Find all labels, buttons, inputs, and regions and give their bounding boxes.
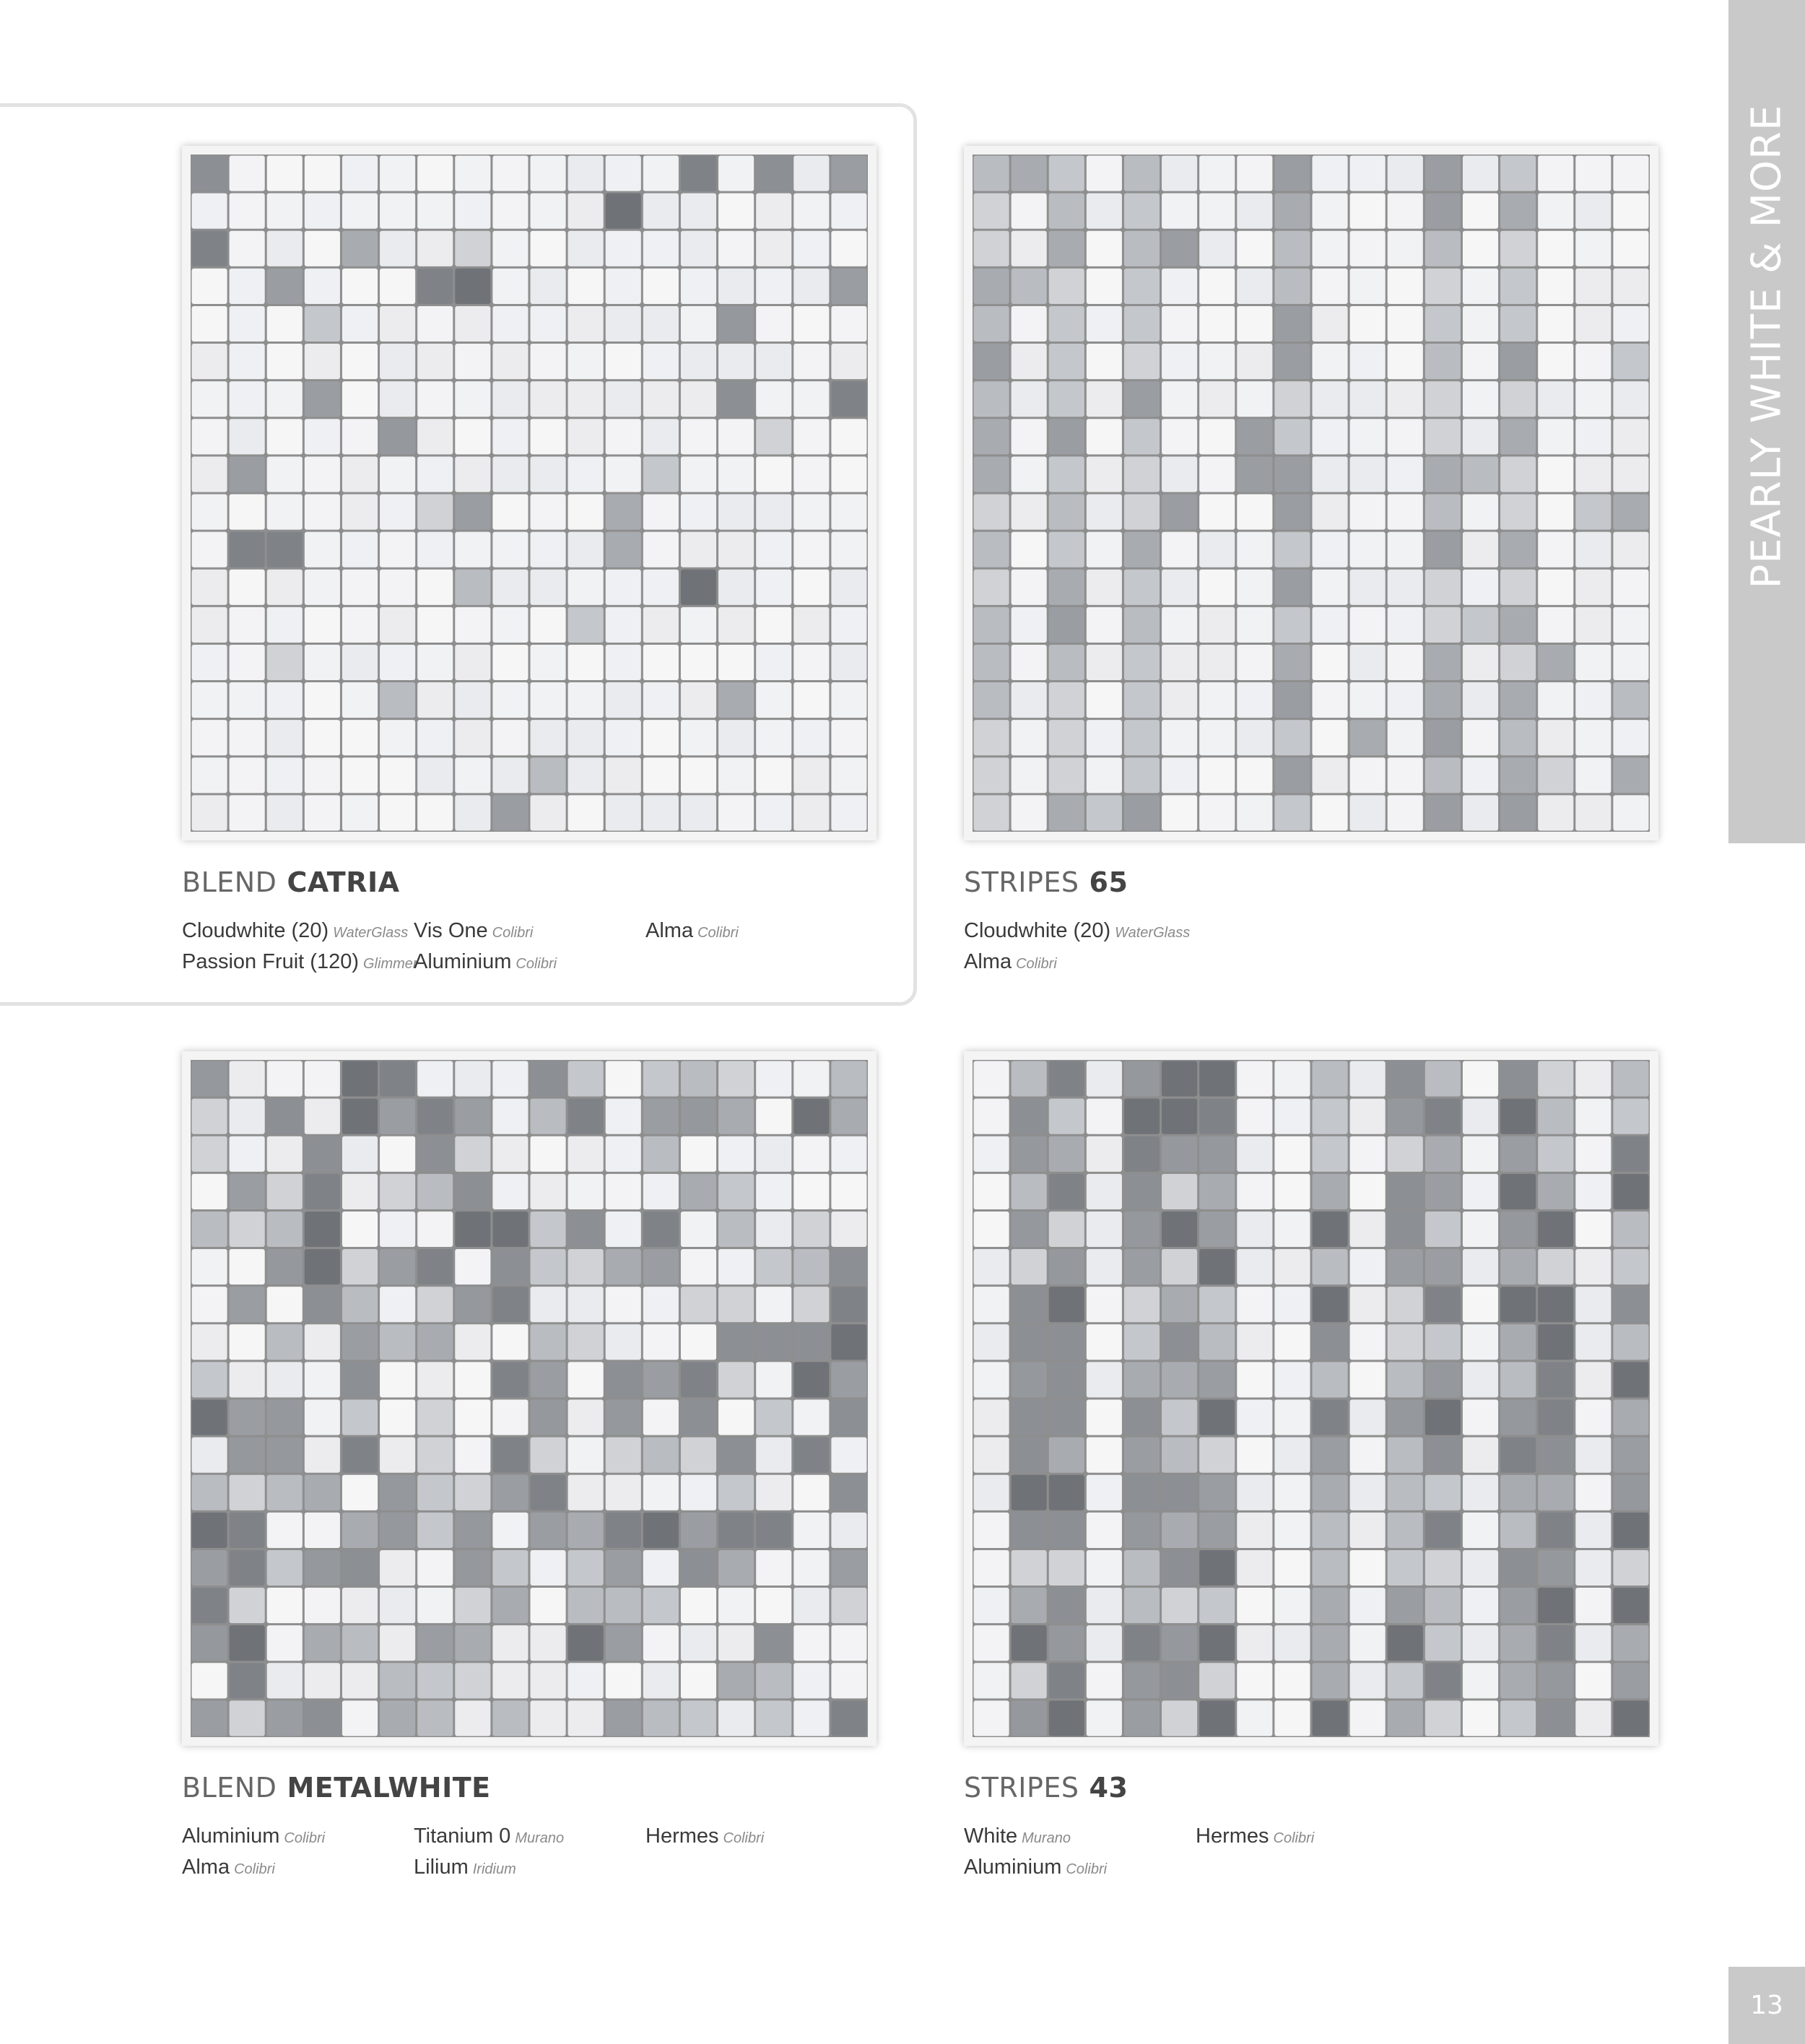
product-type: BLEND xyxy=(182,1772,277,1804)
spec-line: Colibri xyxy=(1273,1830,1315,1846)
spec-item xyxy=(414,1825,564,1848)
spec-color: Cloudwhite (20) xyxy=(182,919,329,942)
spec-color: Alma xyxy=(645,919,694,942)
mosaic-image xyxy=(973,1060,1650,1737)
spec-item xyxy=(645,919,739,943)
product-name: CATRIA xyxy=(287,866,400,898)
spec-color: Aluminium xyxy=(964,1856,1062,1879)
mosaic-image xyxy=(191,1060,868,1737)
spec-item xyxy=(964,1825,1071,1848)
spec-item xyxy=(964,1856,1107,1879)
mosaic-swatch-blend-metalwhite xyxy=(182,1051,877,1746)
spec-item xyxy=(1196,1825,1314,1848)
spec-color: Titanium 0 xyxy=(414,1825,511,1848)
spec-line: Iridium xyxy=(472,1861,516,1877)
spec-line: Colibri xyxy=(697,925,739,941)
mosaic-swatch-stripes-65 xyxy=(964,146,1658,840)
page-number: 13 xyxy=(1728,1967,1805,2044)
spec-color: Hermes xyxy=(1196,1825,1269,1848)
spec-item xyxy=(182,1856,275,1879)
spec-line: Murano xyxy=(515,1830,565,1846)
spec-item xyxy=(414,919,533,943)
product-type: STRIPES xyxy=(964,1772,1079,1804)
product-type: STRIPES xyxy=(964,866,1079,898)
spec-line: Colibri xyxy=(284,1830,326,1846)
mosaic-image xyxy=(191,155,868,832)
spec-item xyxy=(182,950,418,974)
spec-item xyxy=(182,1825,325,1848)
spec-color: Vis One xyxy=(414,919,488,942)
section-side-tab xyxy=(1728,0,1805,843)
spec-line: Glimmer xyxy=(363,956,418,972)
product-title xyxy=(182,1772,491,1804)
spec-item xyxy=(414,950,557,974)
spec-line: Colibri xyxy=(723,1830,765,1846)
spec-color: Cloudwhite (20) xyxy=(964,919,1111,942)
spec-color: Lilium xyxy=(414,1856,469,1879)
product-name: 43 xyxy=(1089,1772,1128,1804)
spec-line: Colibri xyxy=(516,956,557,972)
product-name: METALWHITE xyxy=(287,1772,491,1804)
mosaic-image xyxy=(973,155,1650,832)
spec-color: Alma xyxy=(964,950,1012,973)
spec-line: Colibri xyxy=(1066,1861,1108,1877)
product-title xyxy=(964,866,1128,898)
product-title xyxy=(964,1772,1128,1804)
spec-line: Colibri xyxy=(492,925,534,941)
spec-color: White xyxy=(964,1825,1018,1848)
spec-item xyxy=(645,1825,764,1848)
mosaic-swatch-blend-catria xyxy=(182,146,877,840)
spec-line: Colibri xyxy=(1016,956,1057,972)
spec-item xyxy=(964,919,1190,943)
product-type: BLEND xyxy=(182,866,277,898)
spec-line: Murano xyxy=(1022,1830,1071,1846)
spec-color: Passion Fruit (120) xyxy=(182,950,359,973)
spec-color: Aluminium xyxy=(414,950,512,973)
spec-line: WaterGlass xyxy=(1115,925,1191,941)
spec-color: Aluminium xyxy=(182,1825,280,1848)
spec-line: Colibri xyxy=(234,1861,275,1877)
spec-color: Hermes xyxy=(645,1825,719,1848)
product-name: 65 xyxy=(1089,866,1128,898)
spec-item xyxy=(182,919,408,943)
spec-item xyxy=(964,950,1057,974)
spec-line: WaterGlass xyxy=(333,925,409,941)
product-title xyxy=(182,866,400,898)
spec-item xyxy=(414,1856,516,1879)
spec-color: Alma xyxy=(182,1856,230,1879)
section-tab-label: PEARLY WHITE & MORE xyxy=(1743,104,1791,589)
mosaic-swatch-stripes-43 xyxy=(964,1051,1658,1746)
